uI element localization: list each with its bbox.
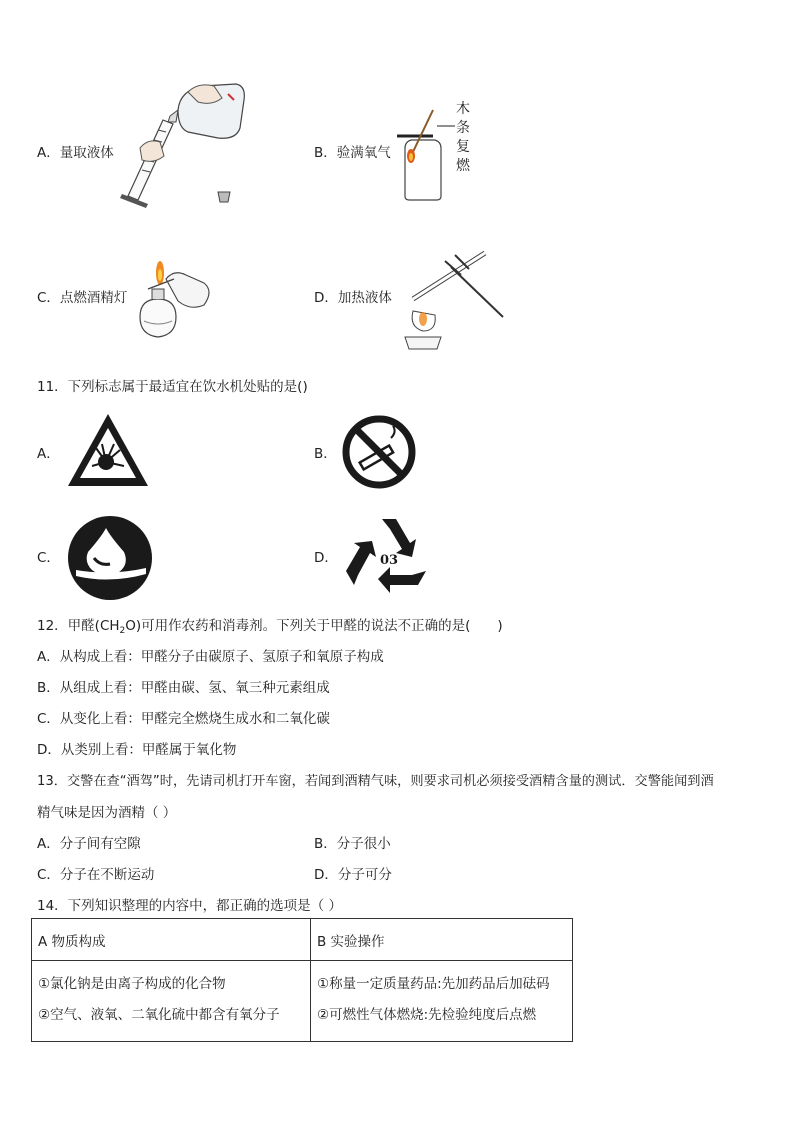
recycle-code: 03 — [379, 553, 399, 568]
q12-option-b: B．从组成上看：甲醛由碳、氢、氧三种元素组成 — [37, 680, 330, 696]
q12-stem-sub: 2 — [119, 626, 126, 636]
q12-option-a: A．从构成上看：甲醛分子由碳原子、氢原子和氧原子构成 — [37, 649, 384, 665]
table-cell-a-line-2: ②空气、液氧、二氧化硫中都含有氧分子 — [38, 1007, 280, 1023]
table-row — [32, 961, 573, 1042]
q11-option-b-label: B． — [314, 446, 337, 462]
b-caption-char-1: 木 — [456, 101, 470, 117]
table-cell-b-line-2: ②可燃性气体燃烧:先检验纯度后点燃 — [317, 1007, 537, 1023]
q10-option-b-label: B．验满氧气 — [314, 145, 391, 161]
b-caption-char-2: 条 — [456, 120, 470, 136]
q12-stem-post: O)可用作农药和消毒剂。下列关于甲醛的说法不正确的是( ) — [125, 618, 503, 634]
q11-option-c-label: C． — [37, 550, 60, 566]
no-smoking-icon — [341, 414, 417, 490]
water-saving-icon — [66, 514, 154, 602]
lighting-alcohol-lamp-illustration — [130, 255, 220, 345]
q13-stem-line1: 13．交警在查“酒驾”时，先请司机打开车窗，若闻到酒精气味，则要求司机必须接受酒精含量的测试．交警能闻到酒 — [37, 774, 714, 789]
heating-liquid-illustration — [395, 245, 505, 355]
q13-stem-line2: 精气味是因为酒精（ ） — [37, 805, 177, 821]
q12-option-d: D．从类别上看：甲醛属于氧化物 — [37, 742, 237, 758]
q11-option-d-label: D． — [314, 550, 338, 566]
oxygen-test-illustration — [395, 110, 450, 205]
table-header-row — [32, 919, 573, 961]
table-header-a: A 物质构成 — [32, 919, 311, 961]
table-cell-b-line-1: ①称量一定质量药品:先加药品后加砝码 — [317, 976, 550, 992]
q10-option-d-label: D．加热液体 — [314, 290, 392, 306]
knowledge-table — [31, 918, 573, 1042]
table-cell-a — [32, 961, 311, 1042]
q10-option-c-label: C．点燃酒精灯 — [37, 290, 128, 306]
q11-stem: 11．下列标志属于最适宜在饮水机处贴的是() — [37, 379, 308, 395]
table-cell-b — [311, 961, 573, 1042]
q13-option-d: D．分子可分 — [314, 867, 392, 883]
recycle-icon — [344, 513, 434, 595]
b-caption-char-3: 复 — [456, 139, 470, 155]
explosive-warning-icon — [66, 410, 150, 490]
q12-option-c: C．从变化上看：甲醛完全燃烧生成水和二氧化碳 — [37, 711, 330, 727]
q11-option-a-label: A． — [37, 446, 60, 462]
q12-stem — [37, 614, 503, 636]
q14-stem: 14．下列知识整理的内容中，都正确的选项是（ ） — [37, 898, 342, 914]
q13-option-b: B．分子很小 — [314, 836, 391, 852]
q13-option-a: A．分子间有空隙 — [37, 836, 141, 852]
b-caption-char-4: 燃 — [456, 158, 470, 174]
q12-stem-pre: 12．甲醛(CH — [37, 618, 120, 634]
measuring-liquid-illustration — [118, 80, 253, 215]
table-header-b: B 实验操作 — [311, 919, 573, 961]
table-cell-a-line-1: ①氯化钠是由离子构成的化合物 — [38, 976, 226, 992]
q13-option-c: C．分子在不断运动 — [37, 867, 155, 883]
q10-option-a-label: A．量取液体 — [37, 145, 114, 161]
